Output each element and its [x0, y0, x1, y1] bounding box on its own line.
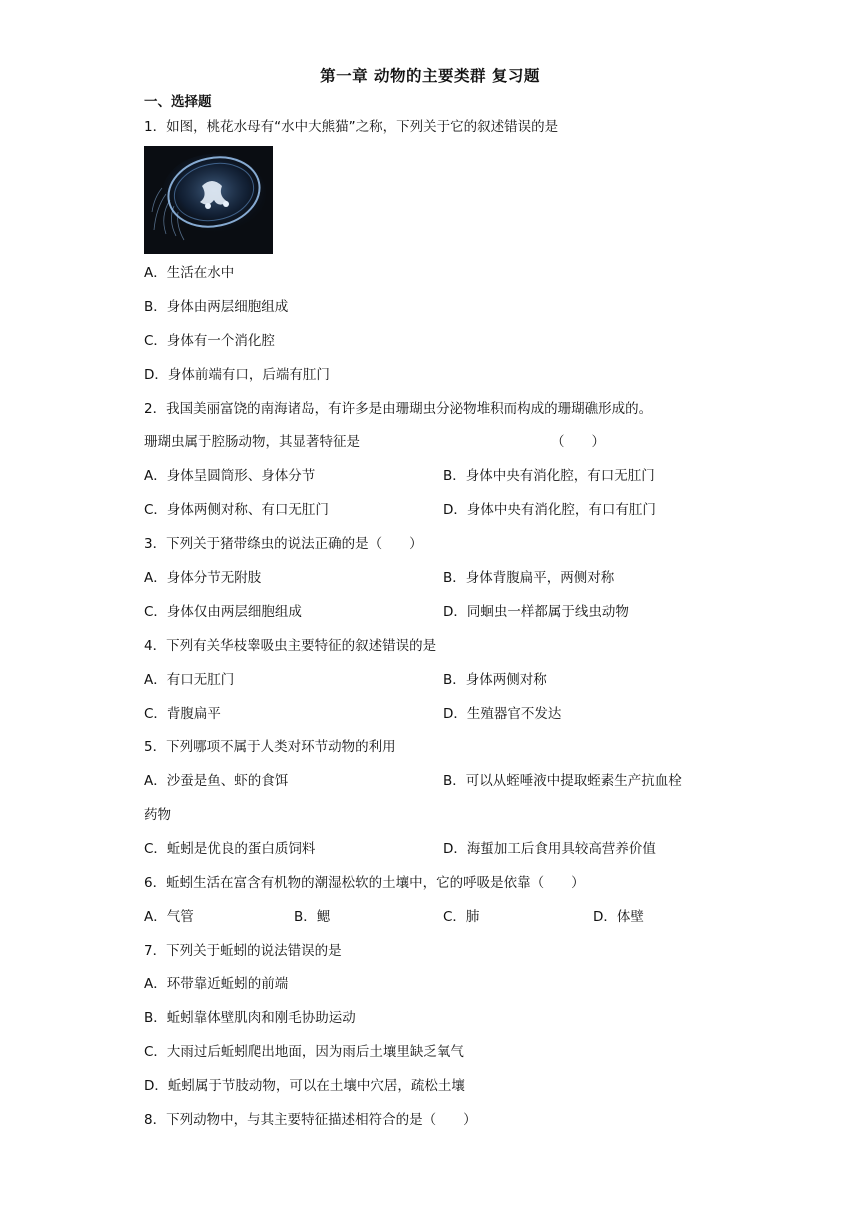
q1-option-a: A．生活在水中 — [144, 265, 235, 281]
question-4-stem: 4．下列有关华枝睾吸虫主要特征的叙述错误的是 — [144, 638, 437, 654]
q3-option-b: B．身体背腹扁平，两侧对称 — [443, 570, 615, 586]
q5-option-b-continued: 药物 — [144, 807, 171, 823]
q7-option-b: B．蚯蚓靠体壁肌肉和刚毛协助运动 — [144, 1010, 356, 1026]
q5-option-c: C．蚯蚓是优良的蛋白质饲料 — [144, 841, 316, 857]
q1-option-b: B．身体由两层细胞组成 — [144, 299, 289, 315]
page-title: 第一章 动物的主要类群 复习题 — [320, 67, 540, 85]
q4-option-b: B．身体两侧对称 — [443, 672, 547, 688]
question-2-stem-line2: 珊瑚虫属于腔肠动物，其显著特征是 — [144, 434, 360, 450]
question-8-stem: 8．下列动物中，与其主要特征描述相符合的是（ ） — [144, 1112, 477, 1128]
q3-option-c: C．身体仅由两层细胞组成 — [144, 604, 302, 620]
q1-option-d: D．身体前端有口，后端有肛门 — [144, 367, 330, 383]
q7-option-d: D．蚯蚓属于节肢动物，可以在土壤中穴居，疏松土壤 — [144, 1078, 465, 1094]
q3-option-d: D．同蛔虫一样都属于线虫动物 — [443, 604, 629, 620]
q2-option-d: D．身体中央有消化腔，有口有肛门 — [443, 502, 656, 518]
q5-option-a: A．沙蚕是鱼、虾的食饵 — [144, 773, 289, 789]
question-6-stem: 6．蚯蚓生活在富含有机物的潮湿松软的土壤中，它的呼吸是依靠（ ） — [144, 875, 585, 891]
question-3-stem: 3．下列关于猪带绦虫的说法正确的是（ ） — [144, 536, 423, 552]
question-2-stem-line1: 2．我国美丽富饶的南海诸岛，有许多是由珊瑚虫分泌物堆积而构成的珊瑚礁形成的。 — [144, 401, 653, 417]
q5-option-b: B．可以从蛭唾液中提取蛭素生产抗血栓 — [443, 773, 682, 789]
q5-option-d: D．海蜇加工后食用具较高营养价值 — [443, 841, 656, 857]
q7-option-a: A．环带靠近蚯蚓的前端 — [144, 976, 289, 992]
q4-option-a: A．有口无肛门 — [144, 672, 235, 688]
question-2-answer-paren: （ ） — [551, 434, 605, 450]
question-1-stem: 1．如图，桃花水母有“水中大熊猫”之称，下列关于它的叙述错误的是 — [144, 119, 559, 135]
q1-option-c: C．身体有一个消化腔 — [144, 333, 275, 349]
jellyfish-photo-icon — [144, 146, 273, 254]
section-heading: 一、选择题 — [144, 94, 212, 110]
q6-option-c: C．肺 — [443, 909, 480, 925]
q2-option-b: B．身体中央有消化腔，有口无肛门 — [443, 468, 655, 484]
question-7-stem: 7．下列关于蚯蚓的说法错误的是 — [144, 943, 342, 959]
q6-option-a: A．气管 — [144, 909, 194, 925]
q2-option-c: C．身体两侧对称、有口无肛门 — [144, 502, 329, 518]
q7-option-c: C．大雨过后蚯蚓爬出地面，因为雨后土壤里缺乏氧气 — [144, 1044, 464, 1060]
q6-option-b: B．鳃 — [294, 909, 331, 925]
q6-option-d: D．体壁 — [593, 909, 644, 925]
q4-option-c: C．背腹扁平 — [144, 706, 221, 722]
question-5-stem: 5．下列哪项不属于人类对环节动物的利用 — [144, 739, 396, 755]
q4-option-d: D．生殖器官不发达 — [443, 706, 562, 722]
q3-option-a: A．身体分节无附肢 — [144, 570, 262, 586]
q2-option-a: A．身体呈圆筒形、身体分节 — [144, 468, 316, 484]
